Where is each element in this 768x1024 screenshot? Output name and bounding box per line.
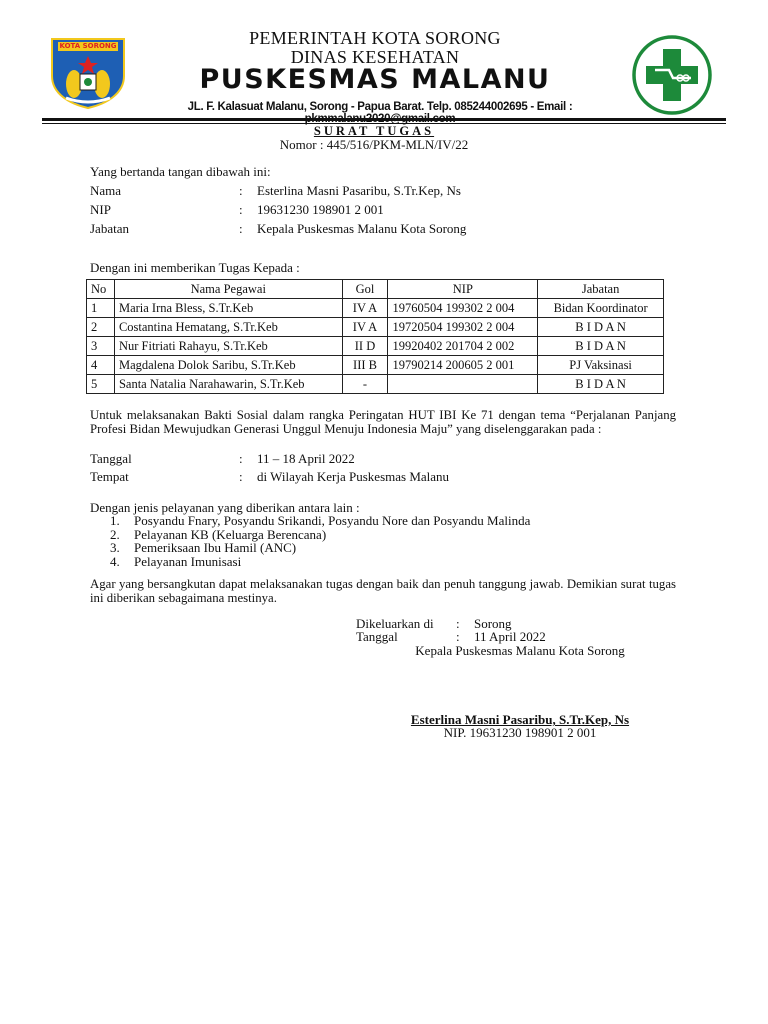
header-gol: Gol (342, 280, 388, 299)
letter-heading: SURAT TUGAS (313, 124, 435, 138)
table-row (87, 375, 664, 394)
issued-date-value: 11 April 2022 (474, 629, 546, 644)
field-label: Jabatan (90, 221, 129, 236)
issued-date-separator: : (456, 629, 460, 644)
header-no: No (87, 280, 115, 299)
list-number: 2. (110, 526, 120, 542)
cell-nip (388, 375, 538, 394)
issued-date-label: Tanggal (356, 629, 398, 644)
list-text: Posyandu Fnary, Posyandu Srikandi, Posyandu Nore dan Posyandu Malinda (134, 513, 531, 528)
field-value: Kepala Puskesmas Malanu Kota Sorong (257, 221, 467, 236)
services-list (110, 514, 650, 568)
issuer-position: Kepala Puskesmas Malanu Kota Sorong (415, 643, 625, 658)
staff-table (86, 279, 664, 394)
cell-nip: 19760504 199302 2 004 (388, 299, 538, 318)
list-text: Pelayanan Imunisasi (134, 553, 242, 569)
field-value: di Wilayah Kerja Puskesmas Malanu (257, 469, 450, 484)
cell-name: Nur Fitriati Rahayu, S.Tr.Keb (114, 337, 342, 356)
cell-no: 4 (87, 356, 115, 375)
letterhead-rule-thick (42, 118, 726, 121)
header-name: Nama Pegawai (114, 280, 342, 299)
purpose-paragraph: Untuk melaksanakan Bakti Sosial dalam rangka Peringatan HUT IBI Ke 71 dengan tema “Perjalanan Panjang Profesi Bidan Mewujudkan Generasi Unggul Menuju Indonesia Maju” yang diselenggarakan pada : (90, 408, 676, 436)
field-separator: : (239, 451, 243, 466)
cell-gol: IV A (342, 318, 388, 337)
issued-place-label: Dikeluarkan di (356, 616, 434, 631)
emblem-label: KOTA SORONG (59, 42, 117, 50)
issued-place-separator: : (456, 616, 460, 631)
list-number: 4. (110, 553, 120, 569)
header-address: JL. F. Kalasuat Malanu, Sorong - Papua Barat. Telp. 085244002695 - Email : (187, 101, 573, 113)
field-label: NIP (90, 202, 111, 217)
table-header-row (87, 280, 664, 299)
city-emblem-logo (48, 36, 128, 110)
field-value: Esterlina Masni Pasaribu, S.Tr.Kep, Ns (257, 183, 461, 198)
intro-text: Yang bertanda tangan dibawah ini: (90, 164, 271, 179)
field-label: Tempat (90, 469, 129, 484)
header-nip: NIP (388, 280, 538, 299)
cell-gol: III B (342, 356, 388, 375)
cell-no: 5 (87, 375, 115, 394)
field-separator: : (239, 221, 243, 236)
list-item (110, 541, 650, 555)
field-separator: : (239, 183, 243, 198)
field-separator: : (239, 469, 243, 484)
field-value: 19631230 198901 2 001 (257, 202, 384, 217)
list-text: Pemeriksaan Ibu Hamil (ANC) (134, 540, 297, 555)
cell-gol: II D (342, 337, 388, 356)
field-label: Nama (90, 183, 122, 198)
list-item (110, 555, 650, 569)
list-number: 1. (110, 513, 120, 528)
cell-name: Magdalena Dolok Saribu, S.Tr.Keb (114, 356, 342, 375)
cell-name: Costantina Hematang, S.Tr.Keb (114, 318, 342, 337)
issued-place-value: Sorong (474, 616, 512, 631)
services-intro: Dengan jenis pelayanan yang diberikan antara lain : (90, 500, 360, 515)
cell-nip: 19720504 199302 2 004 (388, 318, 538, 337)
cell-jabatan: B I D A N (538, 337, 664, 356)
letter-number: Nomor : 445/516/PKM-MLN/IV/22 (279, 137, 469, 152)
list-item (110, 528, 650, 542)
table-row (87, 337, 664, 356)
list-number: 3. (110, 540, 120, 555)
cell-jabatan: B I D A N (538, 318, 664, 337)
cell-jabatan: PJ Vaksinasi (538, 356, 664, 375)
health-cross-logo (631, 34, 713, 116)
table-row (87, 356, 664, 375)
field-label: Tanggal (90, 451, 132, 466)
cell-gol: IV A (342, 299, 388, 318)
closing-paragraph: Agar yang bersangkutan dapat melaksanakan tugas dengan baik dan penuh tanggung jawab. Demikian surat tugas ini diberikan sebagaimana mestinya. (90, 577, 676, 605)
field-value: 11 – 18 April 2022 (257, 451, 355, 466)
cell-nip: 19920402 201704 2 002 (388, 337, 538, 356)
signatory-name: Esterlina Masni Pasaribu, S.Tr.Kep, Ns (410, 712, 630, 727)
cell-no: 2 (87, 318, 115, 337)
header-puskesmas: PUSKESMAS MALANU (199, 64, 551, 95)
table-row (87, 299, 664, 318)
header-jabatan: Jabatan (538, 280, 664, 299)
table-row (87, 318, 664, 337)
cell-nip: 19790214 200605 2 001 (388, 356, 538, 375)
signatory-nip: NIP. 19631230 198901 2 001 (443, 725, 597, 740)
list-item (110, 514, 650, 528)
list-text: Pelayanan KB (Keluarga Berencana) (134, 526, 327, 542)
cell-gol: - (342, 375, 388, 394)
cell-jabatan: Bidan Koordinator (538, 299, 664, 318)
cell-no: 3 (87, 337, 115, 356)
header-government: PEMERINTAH KOTA SORONG (249, 28, 501, 48)
cell-no: 1 (87, 299, 115, 318)
header-department: DINAS KESEHATAN (290, 47, 460, 67)
field-separator: : (239, 202, 243, 217)
cell-name: Santa Natalia Narahawarin, S.Tr.Keb (114, 375, 342, 394)
assign-intro: Dengan ini memberikan Tugas Kepada : (90, 260, 300, 275)
cell-name: Maria Irna Bless, S.Tr.Keb (114, 299, 342, 318)
cell-jabatan: B I D A N (538, 375, 664, 394)
